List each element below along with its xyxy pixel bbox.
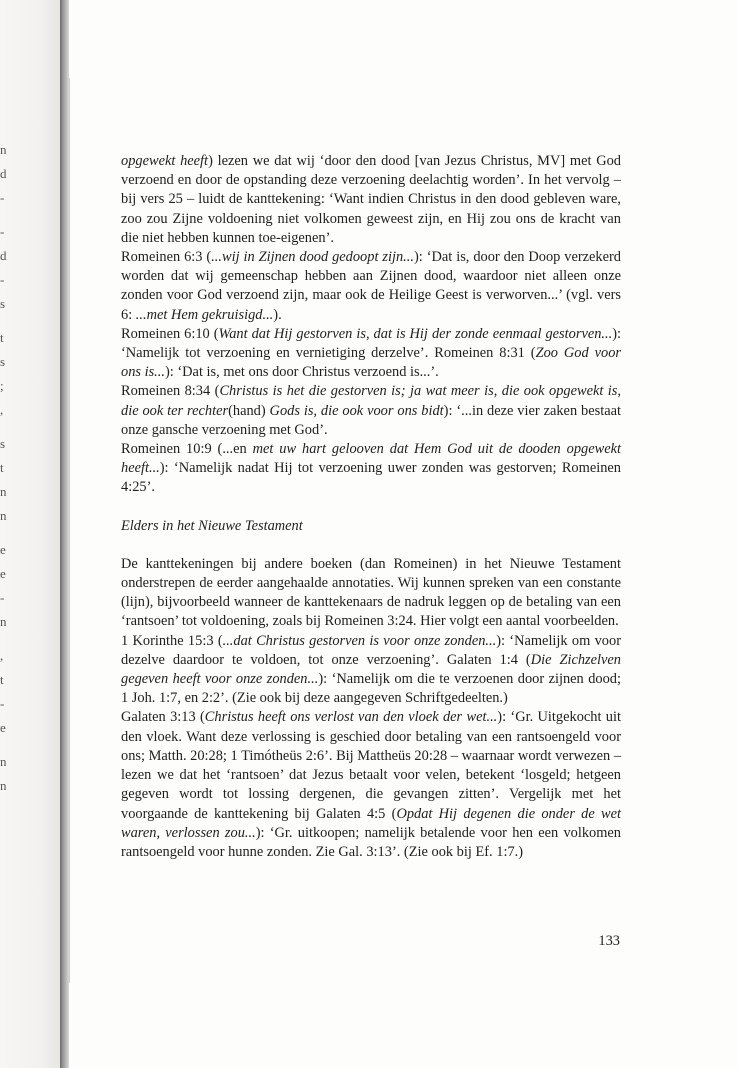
- margin-letter: t: [0, 460, 4, 475]
- italic-quote: Christus heeft ons verlost van den vloek der wet...: [204, 709, 498, 726]
- margin-letter: d: [0, 166, 7, 181]
- margin-letter: n: [0, 484, 7, 499]
- margin-letter: t: [0, 330, 4, 345]
- italic-quote: Gods is, die ook voor ons bidt: [269, 402, 444, 419]
- text-run: ) lezen we dat wij ‘door den dood [van Jezus Christus, MV] met God verzoend en door de opstanding deze verzoening deelachtig worden’. In het vervolg – bij vers 25 – luidt de kanttekening: ‘Want indien Christus in den dood gebleven ware, zoo zou Zijne voldoening niet volkomen geweest zijn, en Hij zou ons de kracht van die niet hebben kunnen toe-eigenen’.: [121, 153, 621, 246]
- margin-letter: n: [0, 614, 7, 629]
- margin-letter: n: [0, 142, 7, 157]
- italic-quote: ...dat Christus gestorven is voor onze zonden...: [222, 632, 497, 649]
- margin-letter: ;: [0, 378, 4, 393]
- text-run: 1 Korinthe 15:3 (: [121, 632, 223, 649]
- section-heading: Elders in het Nieuwe Testament: [121, 517, 303, 534]
- text-run: ): ‘Gr. Uitgekocht uit den vloek. Want deze verlossing is geschied door betaling van een rantsoengeld voor ons; Matth. 20:28; 1 Timótheüs 2:6’. Bij Mattheüs 20:28 – waarnaar wordt verwezen – lezen we dat het ‘rantsoen’ dat Jezus betaalt voor velen, betekent ‘losgeld; hetgeen gegeven wordt tot lossing dergenen, die gevangen zitten’. Vergelijk met het voorgaande de kanttekening bij Galaten 4:5 (: [121, 709, 622, 822]
- text-run: Romeinen 8:34 (: [121, 383, 220, 400]
- text-run: ): ‘Gr. uitkoopen; namelijk betalende voor hen een volkomen rantsoengeld voor hunne zonden. Zie Gal. 3:13’. (Zie ook bij Ef. 1:7.): [121, 824, 621, 860]
- book-gutter: [60, 0, 69, 1068]
- page-number: 133: [598, 933, 620, 949]
- margin-letter: ,: [0, 402, 4, 417]
- left-facing-page: [0, 0, 60, 1068]
- italic-quote: Opdat Hij degenen die onder de wet waren, verlossen zou...: [121, 805, 621, 841]
- paragraph: [121, 152, 621, 248]
- text-run: Romeinen 10:9 (...en: [121, 441, 253, 458]
- left-page-margin-letters: [0, 140, 12, 796]
- italic-quote: ...met Hem gekruisigd...: [135, 306, 274, 323]
- text-run: ): ‘...in deze vier zaken bestaat onze gansche verzoening met God’.: [121, 402, 621, 438]
- margin-letter: -: [0, 190, 5, 205]
- margin-letter: n: [0, 754, 7, 769]
- margin-letter: e: [0, 542, 6, 557]
- paragraph: [121, 382, 621, 440]
- text-run: Romeinen 6:10 (: [121, 325, 219, 342]
- margin-letter: d: [0, 248, 7, 263]
- text-run: Galaten 3:13 (: [121, 709, 205, 726]
- margin-letter: s: [0, 436, 6, 451]
- margin-letter: n: [0, 778, 7, 793]
- page-edge: [69, 78, 70, 983]
- margin-letter: -: [0, 590, 5, 605]
- italic-quote: Christus is het die gestorven is; ja wat meer is, die ook opgewekt is, die ook ter rechter: [121, 383, 621, 419]
- italic-quote: Want dat Hij gestorven is, dat is Hij der zonde eenmaal gestorven...: [218, 325, 613, 342]
- body-text: [121, 152, 621, 862]
- text-run: ): ‘Dat is, met ons door Christus verzoend is...’.: [164, 364, 439, 381]
- margin-letter: t: [0, 672, 4, 687]
- italic-quote: Zoo God voor ons is...: [121, 345, 621, 381]
- margin-letter: ,: [0, 648, 4, 663]
- paragraph: [121, 440, 621, 498]
- text-run: ).: [273, 306, 282, 323]
- paragraph-group-elsewhere: [121, 555, 621, 862]
- paragraph: [121, 248, 621, 325]
- margin-letter: -: [0, 224, 5, 239]
- margin-letter: -: [0, 696, 5, 711]
- text-run: ): ‘Namelijk om die te verzoenen door zijnen dood; 1 Joh. 1:7, en 2:2’. (Zie ook bij deze aangegeven Schriftgedeelten.): [121, 671, 622, 707]
- text-run: ): ‘Namelijk nadat Hij tot verzoening uwer zonden was gestorven; Romeinen 4:25’.: [121, 460, 621, 496]
- margin-letter: e: [0, 720, 6, 735]
- text-run: ): ‘Namelijk tot verzoening en vernietiging derzelve’. Romeinen 8:31 (: [121, 325, 621, 362]
- margin-letter: s: [0, 354, 6, 369]
- margin-letter: s: [0, 296, 6, 311]
- italic-quote: Die Zichzelven gegeven heeft voor onze zonden...: [121, 651, 622, 688]
- text-run: De kanttekeningen bij andere boeken (dan Romeinen) in het Nieuwe Testament onderstrepen de eerder aangehaalde annotaties. Wij kunnen spreken van een constante (lijn), bijvoorbeeld wanneer de kanttekenaars de nadruk leggen op de betaling van een ‘rantsoen’ tot voldoening, zoals bij Romeinen 3:24. Hier volgt een aantal voorbeelden.: [121, 555, 621, 630]
- text-run: Romeinen 6:3 (: [121, 249, 212, 266]
- margin-letter: n: [0, 508, 7, 523]
- paragraph-group-romans: [121, 152, 621, 498]
- italic-quote: met uw hart gelooven dat Hem God uit de dooden opgewekt heeft...: [121, 441, 621, 477]
- text-run: ): ‘Dat is, door den Doop verzekerd worden dat wij gemeenschap hebben aan Zijnen dood, waardoor niet alleen onze zonden voor God verzoend zijn, maar ook de Heilige Geest is verworven...’ (vgl. vers 6:: [121, 249, 621, 323]
- text-run: ): ‘Namelijk om voor dezelve daardoor te voldoen, tot onze verzoening’. Galaten 1:4 (: [121, 632, 621, 668]
- italic-quote: opgewekt heeft: [121, 153, 209, 169]
- paragraph: [121, 555, 621, 632]
- margin-letter: e: [0, 566, 6, 581]
- margin-letter: -: [0, 272, 5, 287]
- paragraph: [121, 325, 621, 383]
- text-run: (hand): [228, 402, 270, 419]
- italic-quote: ...wij in Zijnen dood gedoopt zijn...: [211, 249, 414, 266]
- paragraph: [121, 632, 621, 709]
- paragraph: [121, 708, 621, 862]
